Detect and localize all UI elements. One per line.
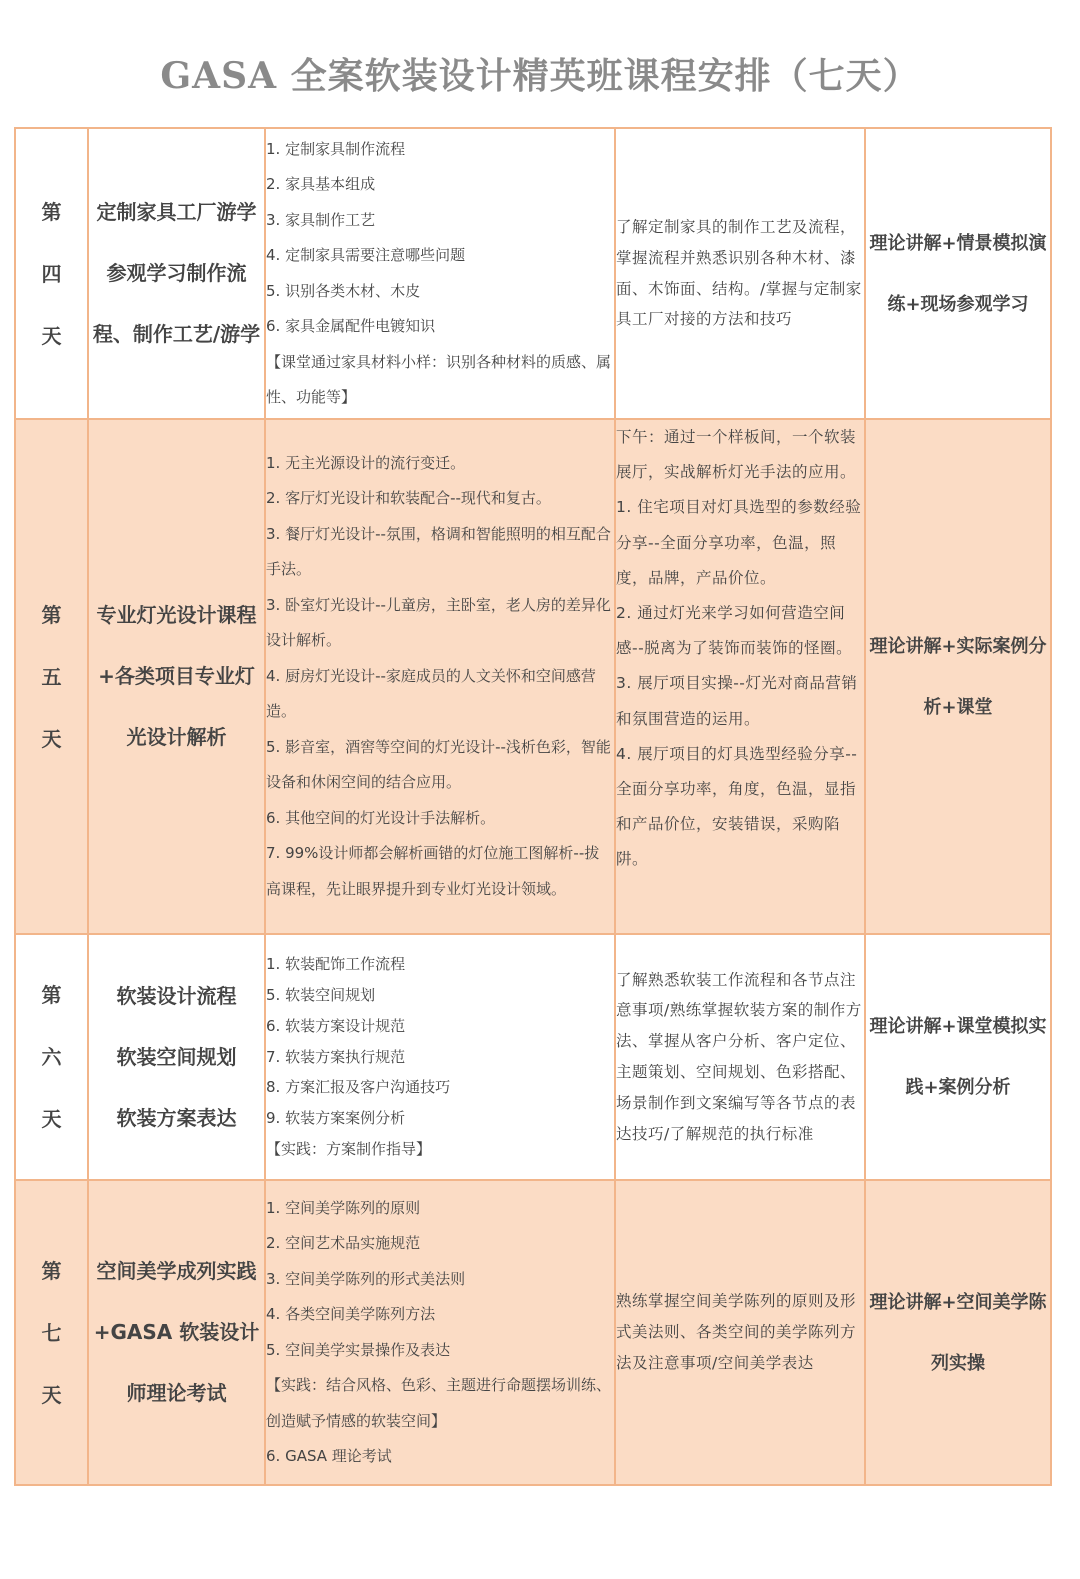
title-text: 全案软装设计精英班课程安排（七天）: [277, 56, 920, 97]
day-char: 第: [41, 602, 62, 627]
content-item: 5. 空间美学实景操作及表达: [266, 1340, 451, 1359]
topic-cell: [88, 934, 265, 1180]
goal-cell: 了解熟悉软装工作流程和各节点注意事项/熟练掌握软装方案的制作方法、掌握从客户分析、客户定位、主题策划、空间规划、色彩搭配、场景制作到文案编写等各节点的表达技巧/了解规范的执行标准: [615, 934, 865, 1180]
goal-item: 下午：通过一个样板间，一个软装展厅，实战解析灯光手法的应用。: [616, 428, 857, 482]
content-item: 3. 空间美学陈列的形式美法则: [266, 1269, 466, 1288]
topic-line: 软装设计流程: [116, 983, 237, 1008]
content-note: 【实践：方案制作指导】: [266, 1139, 432, 1158]
content-item: 4. 定制家具需要注意哪些问题: [266, 246, 466, 264]
day-char: 第: [41, 983, 62, 1007]
day-char: 天: [41, 726, 62, 751]
content-item: 8. 方案汇报及客户沟通技巧: [266, 1078, 451, 1097]
day-cell: [15, 419, 88, 934]
content-item: 6. 软装方案设计规范: [266, 1016, 406, 1035]
goal-cell: 熟练掌握空间美学陈列的原则及形式美法则、各类空间的美学陈列方法及注意事项/空间美学表达: [615, 1180, 865, 1485]
page-title: [0, 48, 1080, 99]
day-char: 五: [41, 664, 62, 689]
topic-cell: 空间美学成列实践+GASA 软装设计师理论考试: [88, 1180, 265, 1485]
day-cell: [15, 128, 88, 419]
content-item: 6. GASA 理论考试: [266, 1447, 392, 1465]
topic-line: 软装空间规划: [116, 1044, 237, 1069]
table-row: [15, 934, 1051, 1180]
content-cell: [265, 934, 615, 1180]
goal-item: 3. 展厅项目实操--灯光对商品营销和氛围营造的运用。: [616, 674, 858, 728]
content-item: 1. 软装配饰工作流程: [266, 955, 406, 974]
content-item: 5. 软装空间规划: [266, 986, 376, 1004]
day-char: 天: [41, 1382, 62, 1407]
method-cell: 理论讲解+空间美学陈列实操: [865, 1180, 1051, 1485]
content-note: 【实践：结合风格、色彩、主题进行命题摆场训练、创造赋予情感的软装空间】: [266, 1376, 612, 1430]
method-cell: 理论讲解+课堂模拟实践+案例分析: [865, 934, 1051, 1180]
content-cell: [265, 1180, 615, 1485]
content-item: 3. 餐厅灯光设计--氛围，格调和智能照明的相互配合手法。: [266, 524, 611, 579]
table-row: [15, 128, 1051, 419]
schedule-table: [14, 127, 1052, 1486]
content-item: 6. 家具金属配件电镀知识: [266, 317, 436, 335]
method-cell: 理论讲解+情景模拟演练+现场参观学习: [865, 128, 1051, 419]
content-item: 4. 厨房灯光设计--家庭成员的人文关怀和空间感营造。: [266, 666, 596, 721]
content-item: 2. 家具基本组成: [266, 175, 376, 193]
title-latin: GASA: [160, 55, 278, 97]
topic-cell: 定制家具工厂游学参观学习制作流程、制作工艺/游学: [88, 128, 265, 419]
content-item: 9. 软装方案案例分析: [266, 1109, 406, 1128]
content-item: 4. 各类空间美学陈列方法: [266, 1305, 436, 1323]
day-char: 七: [41, 1320, 62, 1345]
content-item: 3. 家具制作工艺: [266, 210, 376, 229]
content-item: 1. 定制家具制作流程: [266, 139, 406, 158]
day-cell: [15, 1180, 88, 1485]
content-item: 7. 软装方案执行规范: [266, 1047, 406, 1066]
content-item: 1. 空间美学陈列的原则: [266, 1198, 421, 1217]
day-char: 第: [41, 1258, 62, 1283]
content-cell: [265, 128, 615, 419]
goal-cell: 了解定制家具的制作工艺及流程，掌握流程并熟悉识别各种木材、漆面、木饰面、结构。/掌握与定制家具工厂对接的方法和技巧: [615, 128, 865, 419]
day-char: 天: [41, 1107, 62, 1131]
content-item: 2. 客厅灯光设计和软装配合--现代和复古。: [266, 489, 551, 508]
day-char: 天: [41, 323, 62, 348]
content-item: 2. 空间艺术品实施规范: [266, 1234, 421, 1252]
goal-item: 4. 展厅项目的灯具选型经验分享--全面分享功率，角度，色温，显指和产品价位，安装错误，采购陷阱。: [616, 744, 858, 869]
goal-item: 1. 住宅项目对灯具选型的参数经验分享--全面分享功率，色温，照度，品牌，产品价位。: [616, 498, 862, 587]
content-item: 7. 99%设计师都会解析画错的灯位施工图解析--拔高课程，先让眼界提升到专业灯光设计领域。: [266, 844, 600, 898]
day-char: 四: [41, 261, 62, 286]
goal-cell: [615, 419, 865, 934]
content-item: 6. 其他空间的灯光设计手法解析。: [266, 808, 496, 827]
topic-cell: 专业灯光设计课程+各类项目专业灯光设计解析: [88, 419, 265, 934]
content-item: 5. 识别各类木材、木皮: [266, 281, 421, 300]
goal-item: 2. 通过灯光来学习如何营造空间感--脱离为了装饰而装饰的怪圈。: [616, 604, 853, 658]
day-cell: [15, 934, 88, 1180]
content-item: 3. 卧室灯光设计--儿童房，主卧室，老人房的差异化设计解析。: [266, 595, 611, 650]
day-char: 第: [41, 199, 62, 224]
method-cell: 理论讲解+实际案例分析+课堂: [865, 419, 1051, 934]
table-row: [15, 1180, 1051, 1485]
topic-line: 软装方案表达: [116, 1105, 237, 1130]
content-item: 1. 无主光源设计的流行变迁。: [266, 453, 466, 472]
content-item: 5. 影音室，酒窖等空间的灯光设计--浅析色彩，智能设备和休闲空间的结合应用。: [266, 737, 611, 792]
day-char: 六: [41, 1045, 62, 1069]
content-note: 【课堂通过家具材料小样：识别各种材料的质感、属性、功能等】: [266, 352, 612, 406]
content-cell: [265, 419, 615, 934]
table-row: [15, 419, 1051, 934]
